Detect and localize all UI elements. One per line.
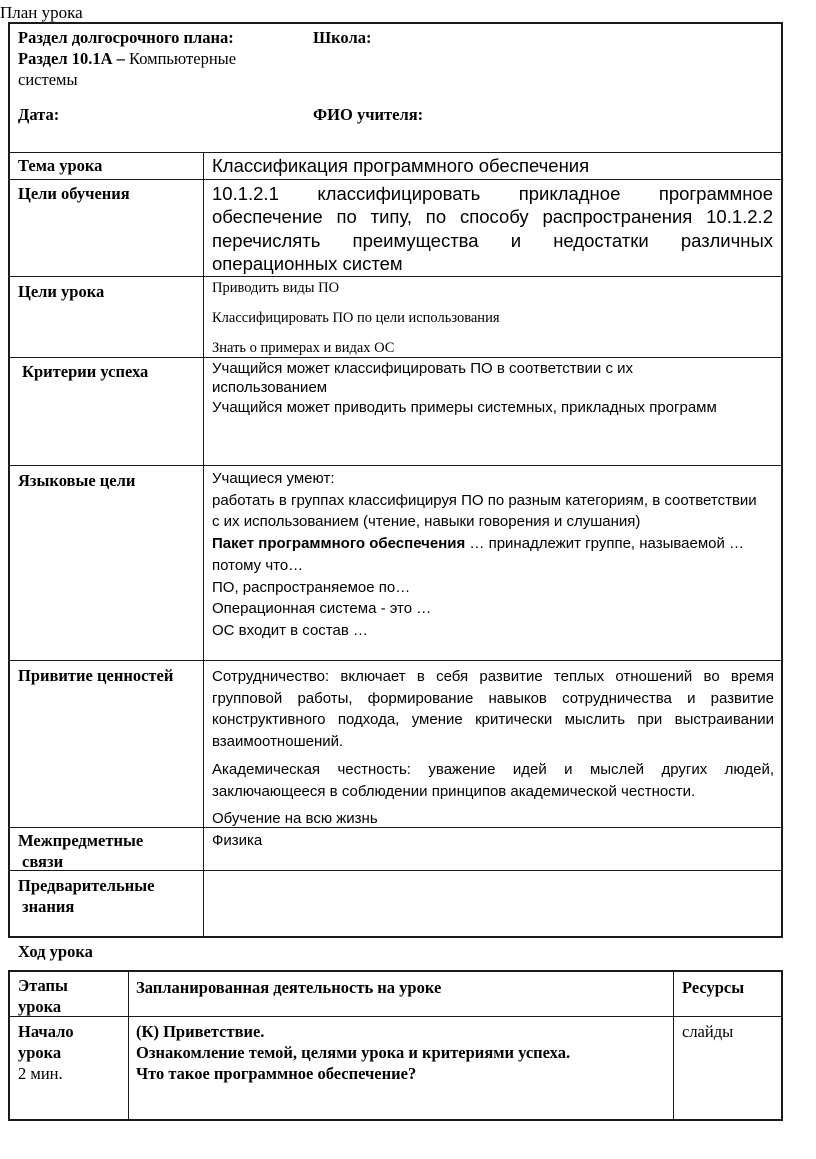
section-label: Раздел долгосрочного плана: — [18, 28, 234, 47]
document-title: План урока — [0, 3, 83, 22]
success-criterion-item: Учащийся может приводить примеры системных, прикладных программ — [212, 398, 717, 416]
section-code: Раздел 10.1А – — [18, 49, 125, 68]
resources-cell: слайды — [682, 1022, 734, 1041]
values-paragraph: Академическая честность: уважение идей и мыслей других людей, заключающееся в соблюдении принципов академической честности. — [212, 760, 774, 800]
stage-name-line: Начало — [18, 1022, 74, 1041]
stage-name-line: урока — [18, 1043, 62, 1062]
success-criteria-list — [212, 359, 752, 417]
activity-line: Ознакомление темой, целями урока и критериями успеха. — [136, 1043, 571, 1062]
lesson-flow-heading: Ход урока — [18, 942, 93, 961]
column-header-stages — [18, 975, 68, 1017]
lesson-goal-item: Классифицировать ПО по цели использования — [212, 310, 500, 326]
column-header-stages-line: урока — [18, 997, 62, 1016]
cross-curricular-value: Физика — [212, 832, 263, 849]
language-goals-label: Языковые цели — [18, 471, 136, 490]
lesson-goals-label: Цели урока — [18, 282, 105, 301]
section-name: Компьютерные системы — [18, 49, 237, 89]
school-label: Школа: — [313, 28, 372, 47]
prior-knowledge-label-line: знания — [22, 897, 75, 916]
activity-line: (К) Приветствие. — [136, 1022, 265, 1041]
learning-goals-value: 10.1.2.1 классифицировать прикладное программное обеспечение по типу, по способу распространения 10.1.2.2 перечислять преимущества и недостатки различных операционных систем — [212, 183, 773, 274]
values-paragraph: Обучение на всю жизнь — [212, 810, 378, 828]
cross-curricular-label-line: Межпредметные — [18, 831, 144, 850]
language-goals-content — [212, 468, 757, 642]
column-header-activity: Запланированная деятельность на уроке — [136, 978, 442, 997]
language-goals-line: Операционная система - это … — [212, 600, 432, 618]
long-term-plan-section — [18, 27, 288, 90]
topic-label: Тема урока — [18, 156, 103, 175]
language-goals-line: ПО, распространяемое по… — [212, 578, 411, 596]
teacher-label: ФИО учителя: — [313, 105, 424, 124]
prior-knowledge-label-line: Предварительные — [18, 876, 155, 895]
cross-curricular-label — [18, 830, 143, 872]
date-label: Дата: — [18, 105, 60, 124]
lesson-goal-item: Знать о примерах и видах ОС — [212, 340, 395, 356]
values-label: Привитие ценностей — [18, 666, 174, 685]
column-header-stages-line: Этапы — [18, 976, 68, 995]
values-paragraph: Сотрудничество: включает в себя развитие теплых отношений во время групповой работы, формирование навыков сотрудничества и развитие конструктивного подхода, умение критически мыслить при выстраивании взаимоотношений. — [212, 668, 774, 751]
stage-cell — [18, 1021, 74, 1084]
package-rest: … принадлежит группе, называемой …потому что… — [212, 535, 745, 574]
activity-cell — [136, 1021, 570, 1084]
language-goals-text: работать в группах классифицируя ПО по разным категориям, в соответствии с их использованием (чтение, навыки говорения и слушания) — [212, 491, 757, 531]
lesson-goal-item: Приводить виды ПО — [212, 280, 340, 296]
lesson-goals-list — [212, 279, 500, 357]
topic-value: Классификация программного обеспечения — [212, 155, 590, 176]
package-term: Пакет программного обеспечения — [212, 535, 466, 553]
language-goals-intro: Учащиеся умеют: — [212, 470, 335, 487]
language-goals-line: ОС входит в состав … — [212, 621, 368, 639]
activity-line: Что такое программное обеспечение? — [136, 1064, 417, 1083]
prior-knowledge-label — [18, 875, 154, 917]
learning-goals-label: Цели обучения — [18, 184, 130, 203]
column-header-resources: Ресурсы — [682, 978, 745, 997]
success-criteria-label: Критерии успеха — [22, 362, 149, 381]
success-criterion-item: Учащийся может классифицировать ПО в соответствии с их использованием — [212, 360, 634, 397]
language-goals-package — [212, 533, 757, 576]
cross-curricular-label-line: связи — [22, 852, 64, 871]
values-content — [212, 666, 774, 830]
stage-time: 2 мин. — [18, 1064, 63, 1083]
